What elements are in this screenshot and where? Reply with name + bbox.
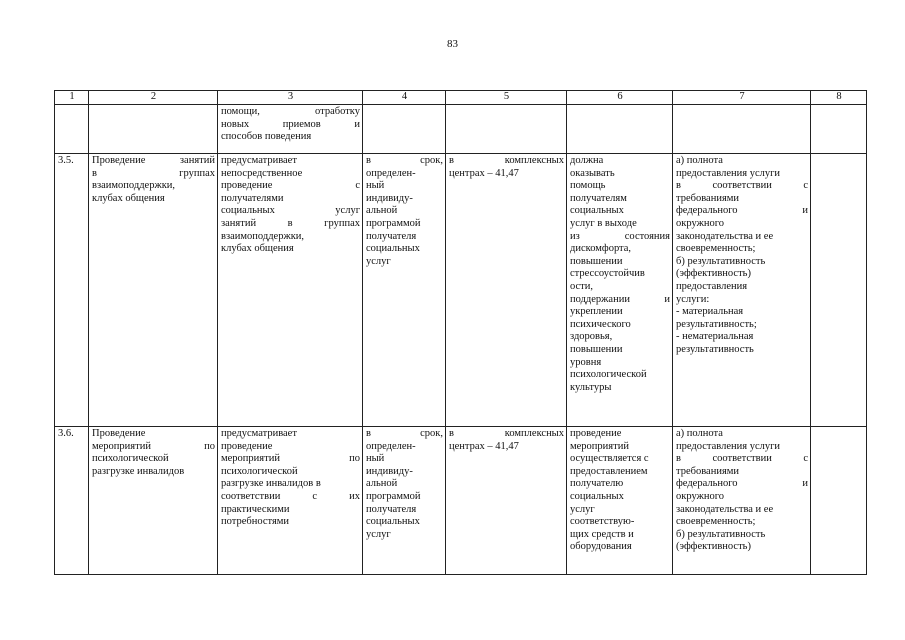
text-line: центрах – 41,47 <box>449 440 519 452</box>
text-line: определен- <box>366 167 416 179</box>
text-line: взаимоподдержки, <box>221 230 305 242</box>
text-line: Проведение занятий <box>92 155 215 166</box>
text-line: программой <box>366 217 421 229</box>
text-line: б) результативность <box>676 528 766 540</box>
text-line: альной <box>366 205 398 217</box>
text-line: повышении <box>570 255 623 267</box>
column-number-6: 6 <box>567 91 673 105</box>
text-line: занятий в группах <box>221 217 360 229</box>
service-rate <box>446 154 567 427</box>
text-line: предусматривает <box>221 155 297 166</box>
text-line: щих средств и <box>570 528 634 540</box>
text-line: клубах общения <box>221 243 294 255</box>
text-line: предоставления <box>676 280 748 292</box>
text-line: получателям <box>570 192 627 204</box>
text-line: получателями <box>221 192 284 204</box>
column-number-5: 5 <box>446 91 567 105</box>
text-line: б) результативность <box>676 255 766 267</box>
text-line: оборудования <box>570 541 632 553</box>
text-line: предоставлением <box>570 465 648 477</box>
text-line: соответствии с их <box>221 490 360 502</box>
text-line: социальных <box>366 243 420 255</box>
text-line: получателя <box>366 503 417 515</box>
text-line: окружного <box>676 217 724 229</box>
column-number-row <box>55 91 867 105</box>
text-line: - нематериальная <box>676 331 754 343</box>
text-line: оказывать <box>570 167 615 179</box>
text-line: культуры <box>570 381 612 393</box>
services-table <box>54 90 867 575</box>
row-number: 3.5. <box>55 154 89 427</box>
text-line: ости, <box>570 280 594 292</box>
text-line: в соответствии с <box>676 180 808 192</box>
text-line: в группах <box>92 167 215 179</box>
text-line: проведение <box>570 428 622 439</box>
text-line: дискомфорта, <box>570 243 632 255</box>
text-line: (эффективность) <box>676 541 751 553</box>
text-line: центрах – 41,47 <box>449 167 519 179</box>
service-term <box>363 154 446 427</box>
table-row <box>55 154 867 427</box>
text-line: проведение <box>221 440 273 452</box>
text-line: мероприятий по <box>221 453 360 465</box>
service-description <box>218 427 363 575</box>
text-line: укреплении <box>570 306 623 318</box>
text-line: взаимоподдержки, <box>92 180 176 192</box>
text-line: индивиду- <box>366 192 413 204</box>
text-line: уровня <box>570 356 602 368</box>
text-line: услуг <box>570 503 595 515</box>
text-line: федерального и <box>676 205 808 217</box>
text-line: услуг <box>366 255 391 267</box>
table-cell <box>363 105 446 154</box>
text-line: результативность <box>676 343 754 355</box>
service-term <box>363 427 446 575</box>
text-line: предусматривает <box>221 428 297 439</box>
text-line: альной <box>366 478 398 490</box>
service-conditions <box>567 154 673 427</box>
text-line: предоставления услуги <box>676 440 781 452</box>
text-line: Проведение <box>92 428 146 439</box>
text-line: непосредственное <box>221 167 303 179</box>
quality-indicators <box>673 427 811 575</box>
text-line: практическими <box>221 503 290 515</box>
text-line: соответствую- <box>570 516 635 528</box>
text-line: услуг <box>366 528 391 540</box>
text-line: получателя <box>366 230 417 242</box>
text-line: требованиями <box>676 465 740 477</box>
text-line: из состояния <box>570 230 670 242</box>
text-line: определен- <box>366 440 416 452</box>
table-cell <box>673 105 811 154</box>
continuation-description <box>218 105 363 154</box>
table-cell <box>811 105 867 154</box>
table-cell <box>89 105 218 154</box>
column-8-cell <box>811 427 867 575</box>
service-description <box>218 154 363 427</box>
text-line: получателю <box>570 478 624 490</box>
text-line: а) полнота <box>676 155 723 166</box>
table-cell <box>55 105 89 154</box>
text-line: осуществляется с <box>570 453 649 465</box>
text-line: здоровья, <box>570 331 613 343</box>
text-line: новых приемов и <box>221 118 360 130</box>
text-line: психологической <box>570 369 647 381</box>
text-line: - материальная <box>676 306 744 318</box>
text-line: потребностями <box>221 516 290 528</box>
text-line: психического <box>570 318 631 330</box>
quality-indicators <box>673 154 811 427</box>
text-line: индивиду- <box>366 465 413 477</box>
service-conditions <box>567 427 673 575</box>
text-line: клубах общения <box>92 192 165 204</box>
text-line: помощь <box>570 180 606 192</box>
text-line: законодательства и ее <box>676 503 774 515</box>
text-line: в соответствии с <box>676 453 808 465</box>
text-line: окружного <box>676 490 724 502</box>
service-name <box>89 427 218 575</box>
column-number-8: 8 <box>811 91 867 105</box>
text-line: а) полнота <box>676 428 723 439</box>
text-line: социальных <box>570 205 624 217</box>
text-line: психологической <box>92 453 169 465</box>
text-line: услуг в выходе <box>570 217 637 229</box>
column-number-7: 7 <box>673 91 811 105</box>
service-name <box>89 154 218 427</box>
text-line: программой <box>366 490 421 502</box>
text-line: в комплексных <box>449 428 564 439</box>
text-line: помощи, отработку <box>221 106 360 117</box>
text-line: предоставления услуги <box>676 167 781 179</box>
text-line: требованиями <box>676 192 740 204</box>
column-number-3: 3 <box>218 91 363 105</box>
text-line: в срок, <box>366 155 443 166</box>
text-line: повышении <box>570 343 623 355</box>
column-8-cell <box>811 154 867 427</box>
page-number: 83 <box>447 38 458 50</box>
text-line: социальных <box>570 490 624 502</box>
continuation-row <box>55 105 867 154</box>
text-line: в срок, <box>366 428 443 439</box>
text-line: в комплексных <box>449 155 564 166</box>
column-number-1: 1 <box>55 91 89 105</box>
text-line: разгрузке инвалидов в <box>221 478 321 490</box>
text-line: ный <box>366 453 385 465</box>
text-line: проведение с <box>221 180 360 192</box>
text-line: результативность; <box>676 318 757 330</box>
row-number: 3.6. <box>55 427 89 575</box>
text-line: стрессоустойчив <box>570 268 645 280</box>
text-line: мероприятий <box>570 440 629 452</box>
text-line: способов поведения <box>221 131 312 143</box>
text-line: поддержании и <box>570 293 670 305</box>
table-cell <box>446 105 567 154</box>
text-line: должна <box>570 155 604 166</box>
text-line: законодательства и ее <box>676 230 774 242</box>
text-line: услуги: <box>676 293 710 305</box>
text-line: разгрузке инвалидов <box>92 465 185 477</box>
text-line: социальных услуг <box>221 205 360 217</box>
column-number-4: 4 <box>363 91 446 105</box>
text-line: своевременность; <box>676 516 756 528</box>
text-line: (эффективность) <box>676 268 751 280</box>
column-number-2: 2 <box>89 91 218 105</box>
service-rate <box>446 427 567 575</box>
table-row <box>55 427 867 575</box>
text-line: своевременность; <box>676 243 756 255</box>
text-line: федерального и <box>676 478 808 490</box>
text-line: социальных <box>366 516 420 528</box>
text-line: мероприятий по <box>92 440 215 452</box>
table-cell <box>567 105 673 154</box>
text-line: психологической <box>221 465 298 477</box>
text-line: ный <box>366 180 385 192</box>
